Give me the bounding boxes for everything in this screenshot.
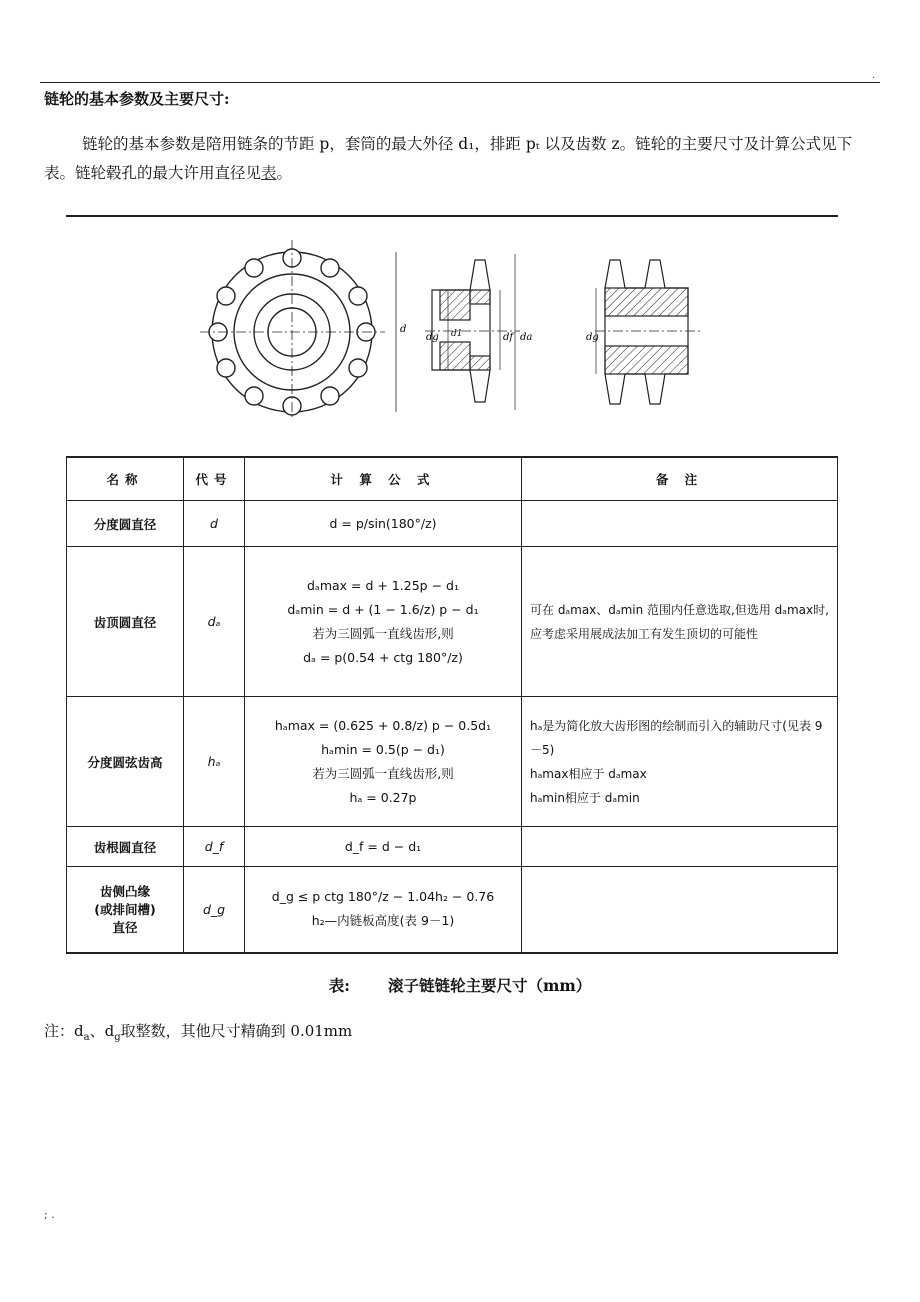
table-row (67, 501, 838, 547)
formula-line: hₐ = 0.27p (349, 789, 417, 805)
formula-line: hₐmin = 0.5(p − d₁) (321, 741, 445, 757)
row-note (522, 501, 838, 547)
bottom-mark: ; . (44, 1208, 55, 1221)
header-note: 备 注 (522, 457, 838, 501)
formula-line: dₐ = p(0.54 + ctg 180°/z) (303, 649, 463, 665)
footnote-prefix: 注： (44, 1022, 75, 1040)
section-heading: 链轮的基本参数及主要尺寸: (44, 90, 230, 108)
table-header-row (67, 457, 838, 501)
header-rule (40, 82, 880, 83)
label-dg-double: dg (586, 332, 599, 343)
formula-line: 若为三圆弧一直线齿形,则 (312, 765, 454, 781)
footnote-dg-sub: g (114, 1032, 121, 1043)
formula-line: dₐmin = d + (1 − 1.6/z) p − d₁ (287, 601, 479, 617)
row-symbol: hₐ (184, 697, 245, 827)
row-formula (245, 867, 522, 953)
formula-line: h₂—内链板高度(表 9－1) (311, 913, 455, 929)
table-row (67, 827, 838, 867)
table-reference-link[interactable]: 表 (261, 164, 277, 182)
row-name: 分度圆弦齿高 (67, 697, 184, 827)
header-formula: 计 算 公 式 (245, 457, 522, 501)
sprocket-drawings (200, 240, 720, 420)
note-line: hₐ是为简化放大齿形图的绘制而引入的辅助尺寸(见表 9－5) (530, 718, 823, 757)
row-note (522, 547, 838, 697)
row-symbol: d_g (184, 867, 245, 953)
sprocket-dimension-table (66, 456, 838, 954)
caption-title: 滚子链链轮主要尺寸（mm） (387, 976, 592, 995)
row-note (522, 827, 838, 867)
row-name: 齿侧凸缘 (或排间槽) 直径 (67, 867, 184, 953)
sprocket-side-view-double (595, 260, 700, 404)
label-dg: dg (426, 332, 439, 343)
row-note (522, 697, 838, 827)
formula-line: d_f = d − d₁ (344, 838, 422, 854)
note-line: 可在 dₐmax、dₐmin 范围内任意选取,但选用 dₐmax时,应考虑采用展成法加工有发生顶切的可能性 (530, 602, 829, 641)
footnote-da-sub: a (83, 1032, 90, 1043)
footnote-da: d (74, 1022, 84, 1040)
intro-text: 链轮的基本参数是陪用链条的节距 p，套筒的最大外径 d₁，排距 pₜ 以及齿数 z。链轮的主要尺寸及计算公式见下表。链轮毂孔的最大许用直径见 (44, 135, 853, 182)
row-formula (245, 547, 522, 697)
row-name: 分度圆直径 (67, 501, 184, 547)
header-symbol: 代号 (184, 457, 245, 501)
label-df: df (503, 332, 514, 343)
row-name: 齿根圆直径 (67, 827, 184, 867)
footnote-sep: 、 (89, 1022, 105, 1040)
row-formula (245, 827, 522, 867)
row-formula (245, 501, 522, 547)
row-name: 齿顶圆直径 (67, 547, 184, 697)
row-symbol: d (184, 501, 245, 547)
row-symbol: dₐ (184, 547, 245, 697)
label-d1: d1 (451, 329, 463, 339)
sprocket-front-view (200, 240, 396, 420)
footnote-text: 取整数，其他尺寸精确到 0.01mm (120, 1022, 353, 1040)
header-name: 名称 (67, 457, 184, 501)
label-d: d (400, 324, 407, 335)
intro-paragraph (44, 130, 880, 188)
row-symbol: d_f (184, 827, 245, 867)
formula-line: dₐmax = d + 1.25p − d₁ (307, 577, 459, 593)
intro-end: 。 (276, 164, 293, 182)
formula-line: 若为三圆弧一直线齿形,则 (312, 625, 454, 641)
label-da: da (520, 332, 533, 343)
table-row (67, 867, 838, 953)
formula-line: d_g ≤ p ctg 180°/z − 1.04h₂ − 0.76 (271, 889, 495, 905)
table-caption (0, 974, 920, 996)
row-note (522, 867, 838, 953)
figure-top-rule (66, 215, 838, 217)
table-row (67, 697, 838, 827)
note-line: hₐmin相应于 dₐmin (530, 790, 640, 805)
formula-line: d = p/sin(180°/z) (329, 515, 437, 531)
row-formula (245, 697, 522, 827)
footnote (44, 1020, 352, 1043)
table-row (67, 547, 838, 697)
corner-mark: . (872, 70, 876, 81)
formula-line: hₐmax = (0.625 + 0.8/z) p − 0.5d₁ (274, 717, 492, 733)
footnote-dg: d (104, 1022, 115, 1040)
caption-label: 表: (328, 976, 350, 995)
note-line: hₐmax相应于 dₐmax (530, 766, 647, 781)
